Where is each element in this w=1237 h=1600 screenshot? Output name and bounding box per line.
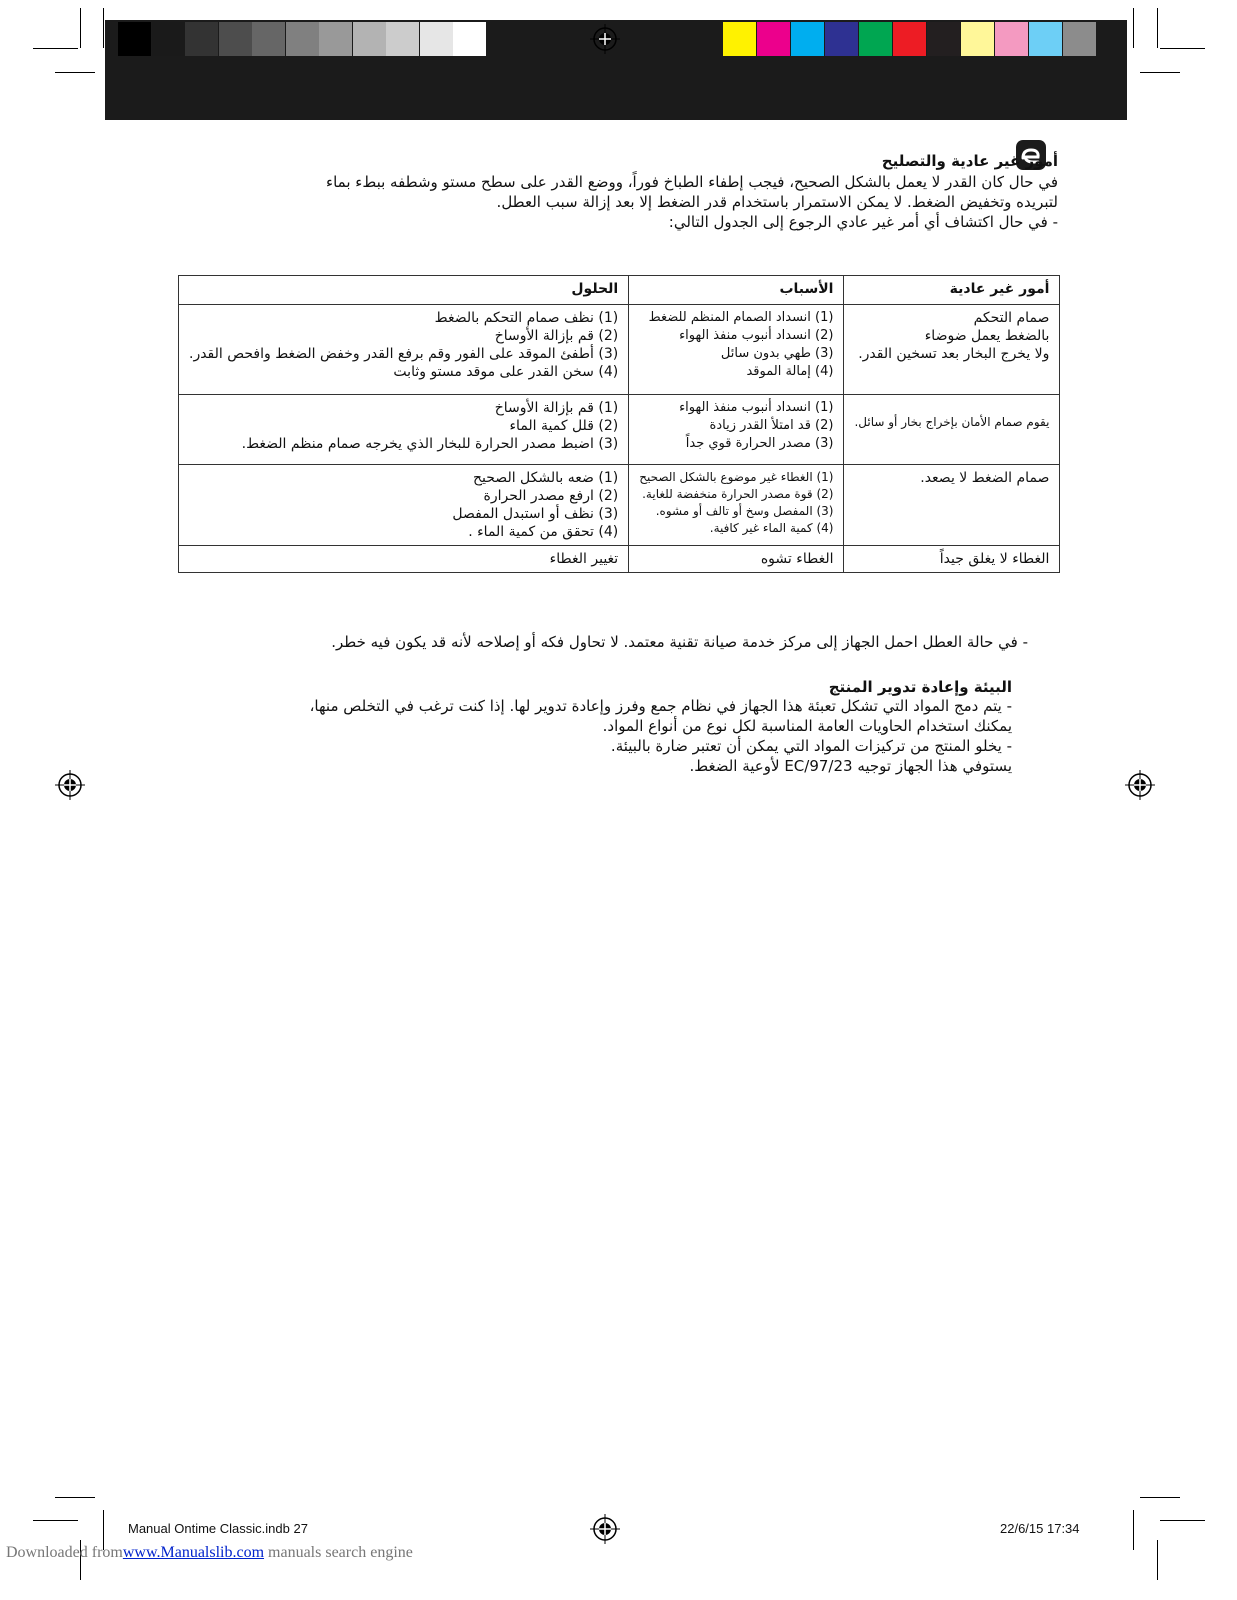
main-content	[178, 140, 1058, 232]
crop-mark	[55, 1497, 95, 1498]
color-swatch	[723, 22, 756, 56]
crop-mark	[1160, 1520, 1205, 1521]
cell-causes	[629, 395, 844, 465]
cell-unusual	[844, 395, 1060, 465]
paragraph-line: لتبريده وتخفيض الضغط. لا يمكن الاستمرار باستخدام قدر الضغط إلا بعد إزالة سبب العطل.	[496, 193, 1058, 211]
footer-date: 22/6/15 17:34	[1000, 1521, 1080, 1536]
table-header-row	[179, 276, 1060, 305]
cell-line: (4) إمالة الموقد	[746, 364, 834, 379]
gray-swatch	[252, 22, 285, 56]
paragraph-line: يستوفي هذا الجهاز توجيه EC/97/23 لأوعية الضغط.	[689, 757, 1012, 775]
crop-mark	[1133, 1510, 1134, 1550]
section-title-environment: البيئة وإعادة تدوير المنتج	[828, 678, 1012, 696]
cell-line: (1) ضعه بالشكل الصحيح	[473, 470, 619, 486]
gray-swatch	[152, 22, 185, 56]
cell-line: صمام الضغط لا يصعد.	[920, 470, 1050, 486]
cell-causes: الغطاء تشوه	[629, 546, 844, 573]
gray-swatch	[420, 22, 453, 56]
crop-mark	[1140, 72, 1180, 73]
color-swatch	[1063, 22, 1096, 56]
gray-swatch	[219, 22, 252, 56]
troubleshooting-paragraph	[178, 172, 1058, 232]
col-unusual-header: أمور غير عادية	[844, 276, 1060, 305]
cell-unusual: الغطاء لا يغلق جيداً	[844, 546, 1060, 573]
crop-mark	[33, 1520, 78, 1521]
table-row	[179, 465, 1060, 546]
repair-note	[178, 632, 1028, 652]
color-swatch	[893, 22, 926, 56]
paragraph-line: - يخلو المنتج من تركيزات المواد التي يمكن أن تعتبر ضارة بالبيئة.	[610, 737, 1012, 755]
crop-mark	[55, 72, 95, 73]
cell-solutions	[179, 395, 629, 465]
environment-section	[178, 678, 1012, 776]
color-swatch	[995, 22, 1028, 56]
gray-swatch	[118, 22, 151, 56]
gray-swatch	[319, 22, 352, 56]
cell-causes	[629, 305, 844, 395]
cell-unusual	[844, 305, 1060, 395]
col-solutions-header: الحلول	[179, 276, 629, 305]
download-credit	[6, 1544, 413, 1562]
cell-line: يقوم صمام الأمان بإخراج بخار أو سائل.	[854, 415, 1050, 429]
cell-line: (3) اضبط مصدر الحرارة للبخار الذي يخرجه صمام منظم الضغط.	[241, 436, 619, 452]
download-prefix: Downloaded from	[6, 1544, 123, 1561]
col-causes-header: الأسباب	[629, 276, 844, 305]
crop-mark	[1140, 1497, 1180, 1498]
color-swatch	[791, 22, 824, 56]
cell-line: (4) كمية الماء غير كافية.	[709, 521, 834, 535]
gray-swatch	[185, 22, 218, 56]
crop-mark	[1133, 8, 1134, 48]
color-swatch	[927, 22, 960, 56]
cell-line: (1) قم بإزالة الأوساخ	[494, 400, 619, 416]
registration-mark-icon	[590, 1514, 620, 1544]
gray-swatch	[286, 22, 319, 56]
troubleshooting-table	[178, 275, 1060, 573]
cell-line: (3) المفصل وسخ أو تالف أو مشوه.	[655, 504, 834, 518]
section-title-troubleshooting: أمور غير عادية والتصليح	[881, 152, 1058, 170]
cell-line: (2) قد امتلأ القدر زيادة	[709, 418, 834, 433]
cell-line: (2) انسداد أنبوب منفذ الهواء	[679, 328, 834, 343]
cell-line: (2) قم بإزالة الأوساخ	[494, 328, 619, 344]
cell-solutions	[179, 305, 629, 395]
gray-swatch	[453, 22, 486, 56]
cell-line: بالضغط يعمل ضوضاء	[924, 328, 1050, 344]
color-swatch	[859, 22, 892, 56]
paragraph-line: يمكنك استخدام الحاويات العامة المناسبة لكل نوع من أنواع المواد.	[602, 717, 1012, 735]
color-swatch	[961, 22, 994, 56]
crop-mark	[103, 8, 104, 48]
cell-solutions	[179, 465, 629, 546]
crop-mark	[1160, 48, 1205, 49]
cell-line: (1) انسداد الصمام المنظم للضغط	[648, 310, 834, 325]
paragraph-line: - يتم دمج المواد التي تشكل تعبئة هذا الجهاز في نظام جمع وفرز وإعادة تدوير لها. إذا كنت ترغب في التخلص منها،	[309, 697, 1012, 715]
cell-line: (2) قوة مصدر الحرارة منخفضة للغاية.	[642, 487, 834, 501]
gray-swatch	[386, 22, 419, 56]
manualslib-link[interactable]: www.Manualslib.com	[122, 1544, 265, 1561]
cell-line: (3) طهي بدون سائل	[720, 346, 834, 361]
cell-line: (1) انسداد أنبوب منفذ الهواء	[679, 400, 834, 415]
registration-mark-icon	[55, 770, 85, 800]
color-swatch	[1029, 22, 1062, 56]
cell-line: (4) تحقق من كمية الماء .	[468, 524, 619, 540]
cell-line: (3) مصدر الحرارة قوي جداً	[685, 436, 834, 451]
cell-line: صمام التحكم	[973, 310, 1050, 326]
cell-line: (2) قلل كمية الماء	[509, 418, 619, 434]
table-row	[179, 395, 1060, 465]
registration-mark-icon	[590, 24, 620, 54]
cell-line: ولا يخرج البخار بعد تسخين القدر.	[858, 346, 1050, 362]
registration-mark-icon	[1125, 770, 1155, 800]
crop-mark	[80, 8, 81, 48]
cell-line: (3) أطفئ الموقد على الفور وقم برفع القدر وخفض الضغط وافحص القدر.	[189, 346, 619, 362]
paragraph-line: في حال كان القدر لا يعمل بالشكل الصحيح، فيجب إطفاء الطباخ فوراً، ووضع القدر على سطح مستو وشطفه ببطء بماء	[326, 173, 1058, 191]
cell-line: (3) نظف أو استبدل المفصل	[452, 506, 619, 522]
crop-mark	[1157, 8, 1158, 48]
cell-solutions: تغيير الغطاء	[179, 546, 629, 573]
table-row	[179, 546, 1060, 573]
color-swatch	[825, 22, 858, 56]
cell-line: (4) سخن القدر على موقد مستو وثابت	[393, 364, 619, 380]
cell-causes	[629, 465, 844, 546]
crop-mark	[33, 48, 78, 49]
gray-swatch	[353, 22, 386, 56]
cell-unusual	[844, 465, 1060, 546]
paragraph-line: - في حال اكتشاف أي أمر غير عادي الرجوع إلى الجدول التالي:	[668, 213, 1058, 231]
footer-file-info: Manual Ontime Classic.indb 27	[128, 1521, 308, 1536]
cell-line: (2) ارفع مصدر الحرارة	[483, 488, 619, 504]
download-suffix: manuals search engine	[264, 1544, 413, 1561]
cell-line: (1) الغطاء غير موضوع بالشكل الصحيح	[639, 470, 834, 484]
crop-mark	[1157, 1540, 1158, 1580]
cell-line: (1) نظف صمام التحكم بالضغط	[434, 310, 619, 326]
table-row	[179, 305, 1060, 395]
color-swatch	[757, 22, 790, 56]
note-text: - في حالة العطل احمل الجهاز إلى مركز خدمة صيانة تقنية معتمد. لا تحاول فكه أو إصلاحه لأنه قد يكون فيه خطر.	[331, 633, 1028, 651]
